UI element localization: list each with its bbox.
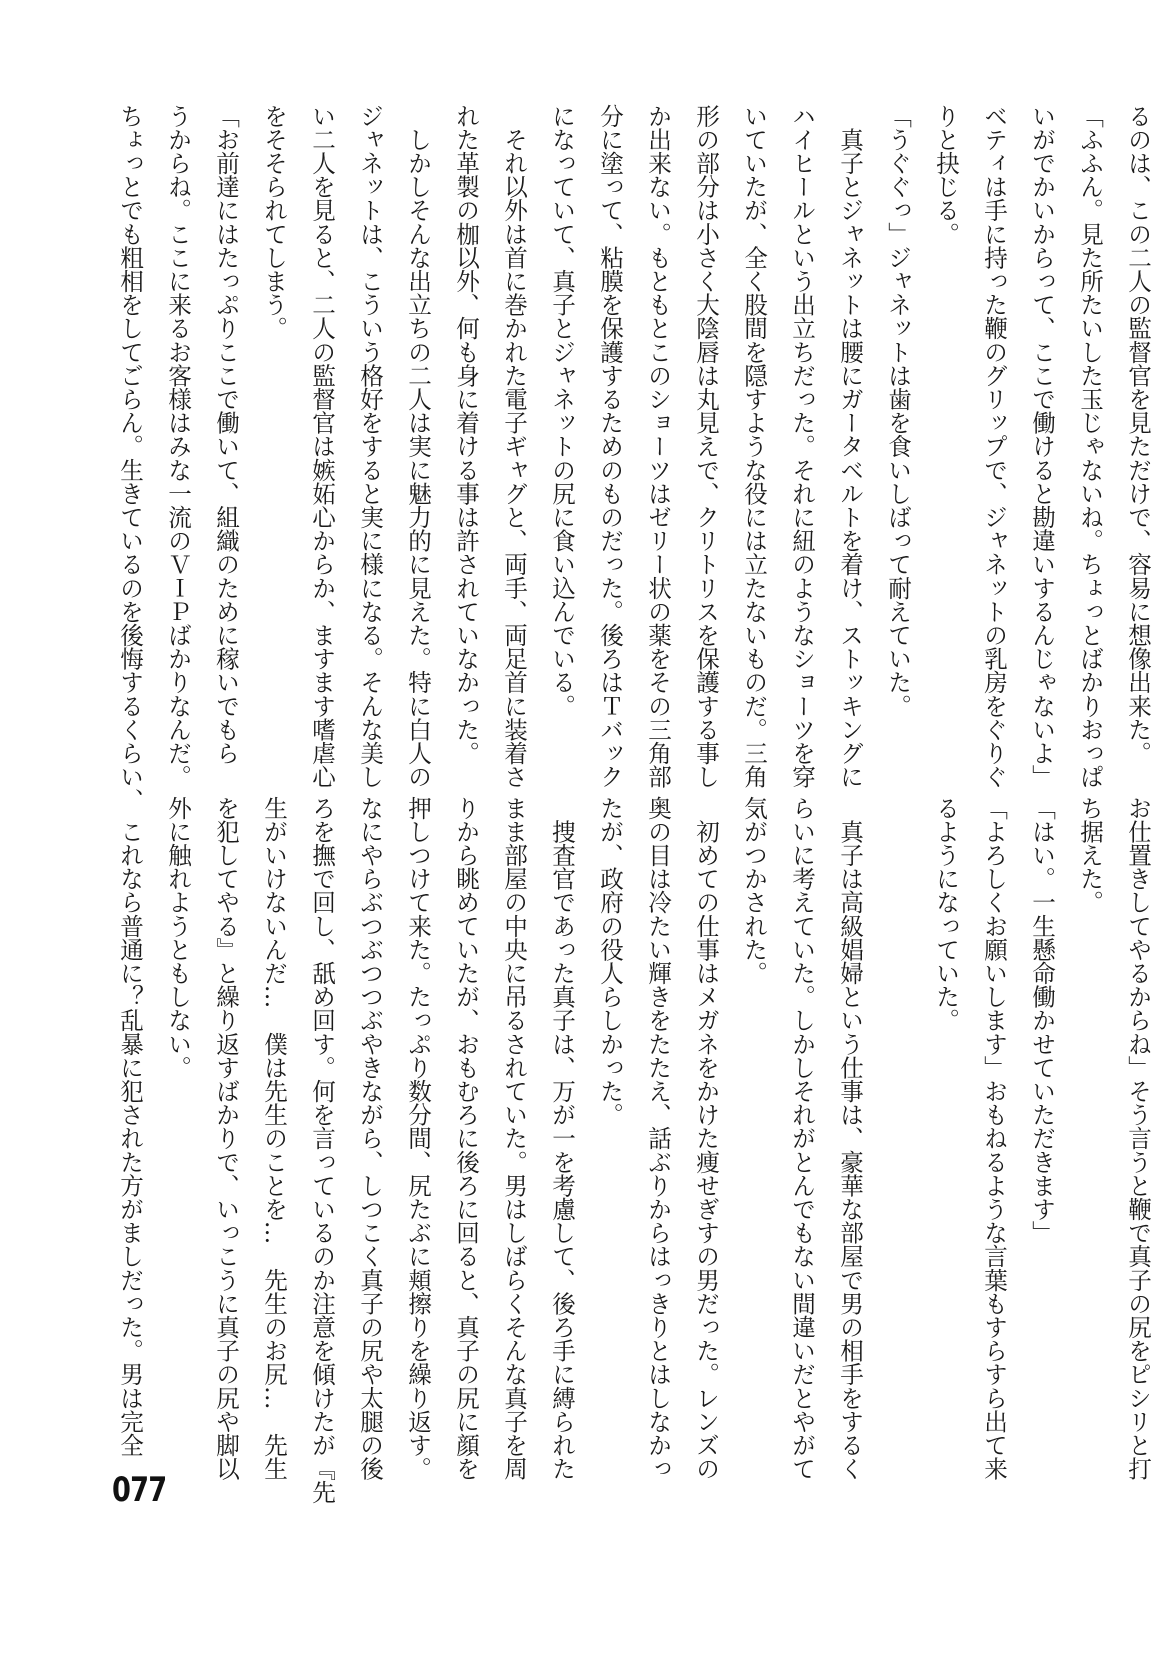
text-column: い二人を見ると、二人の監督官は嫉妬心からか、ますます嗜虐心 xyxy=(308,104,336,789)
text-column: いていたが、全く股間を隠すような役には立たないものだ。三角 xyxy=(740,104,768,789)
text-column xyxy=(874,796,922,1476)
text-column: 気がつかされた。 xyxy=(740,796,768,985)
text-column: しかしそんな出立ちの二人は実に魅力的に見えた。特に白人の xyxy=(404,104,432,789)
text-column: 「よろしくお願いします」おもねるような言葉もすらすら出て来 xyxy=(980,796,1008,1481)
text-column: 押しつけて来た。たっぷり数分間、尻たぶに頬擦りを繰り返す。 xyxy=(404,796,432,1481)
top-text-block xyxy=(106,104,1162,812)
text-column: 分に塗って、粘膜を保護するためのものだった。後ろはＴバック xyxy=(596,104,624,789)
page-number: 077 xyxy=(112,1470,167,1510)
text-column: りから眺めていたが、おもむろに後ろに回ると、真子の尻に顔を xyxy=(452,796,480,1481)
text-column: お仕置きしてやるからね」そう言うと鞭で真子の尻をピシリと打 xyxy=(1124,796,1152,1481)
text-column: たが、政府の役人らしかった。 xyxy=(596,796,624,1127)
text-column: 生がいけないんだ… 僕は先生のことを… 先生のお尻… 先生 xyxy=(260,796,288,1481)
text-column: まま部屋の中央に吊るされていた。男はしばらくそんな真子を周 xyxy=(500,796,528,1481)
text-column: ハイヒールという出立ちだった。それに紐のようなショーツを穿 xyxy=(788,104,816,789)
text-column: 「ふふん。見た所たいした玉じゃないね。ちょっとばかりおっぱ xyxy=(1076,104,1104,789)
text-column: 初めての仕事はメガネをかけた痩せぎすの男だった。レンズの xyxy=(692,796,720,1481)
text-column: らいに考えていた。しかしそれがとんでもない間違いだとやがて xyxy=(788,796,816,1481)
text-column: か出来ない。もともとこのショーツはゼリー状の薬をその三角部 xyxy=(644,104,672,789)
text-column: 外に触れようともしない。 xyxy=(164,796,192,1080)
text-column: 真子は高級娼婦という仕事は、豪華な部屋で男の相手をするく xyxy=(836,796,864,1481)
text-column: るのは、この二人の監督官を見ただけで、容易に想像出来た。 xyxy=(1124,104,1152,765)
text-column: 「うぐぐっ」ジャネットは歯を食いしばって耐えていた。 xyxy=(884,104,912,718)
text-column: 「はい。一生懸命働かせていただきます」 xyxy=(1028,796,1056,1245)
text-column: それ以外は首に巻かれた電子ギャグと、両手、両足首に装着さ xyxy=(500,104,528,789)
text-column: るようになっていた。 xyxy=(932,796,960,1032)
text-column: 真子とジャネットは腰にガータベルトを着け、ストッキングに xyxy=(836,104,864,789)
text-column: ジャネットは、こういう格好をすると実に様になる。そんな美し xyxy=(356,104,384,789)
text-column: これなら普通に？乱暴に犯された方がましだった。男は完全 xyxy=(116,796,144,1457)
text-column: 捜査官であった真子は、万が一を考慮して、後ろ手に縛られた xyxy=(548,796,576,1481)
text-column: ちょっとでも粗相をしてごらん。生きているのを後悔するくらい、 xyxy=(116,104,144,812)
text-column: 「お前達にはたっぷりここで働いて、組織のために稼いでもら xyxy=(212,104,240,765)
text-column: 奥の目は冷たい輝きをたたえ、話ぶりからはっきりとはしなかっ xyxy=(644,796,672,1481)
text-column: をそそられてしまう。 xyxy=(260,104,288,340)
text-column: になっていて、真子とジャネットの尻に食い込んでいる。 xyxy=(548,104,576,718)
text-column: いがでかいからって、ここで働けると勘違いするんじゃないよ」 xyxy=(1028,104,1056,789)
text-column: なにやらぶつぶつつぶやきながら、しつこく真子の尻や太腿の後 xyxy=(356,796,384,1481)
text-column: ろを撫で回し、舐め回す。何を言っているのか注意を傾けたが『先 xyxy=(308,796,336,1504)
text-column: りと抉じる。 xyxy=(932,104,960,246)
text-column: を犯してやる』と繰り返すばかりで、いっこうに真子の尻や脚以 xyxy=(212,796,240,1481)
text-column: れた革製の枷以外、何も身に着ける事は許されていなかった。 xyxy=(452,104,480,765)
text-column: ち据えた。 xyxy=(1076,796,1104,914)
text-column: 形の部分は小さく大陰唇は丸見えで、クリトリスを保護する事し xyxy=(692,104,720,789)
text-column: うからね。ここに来るお客様はみな一流のＶＩＰばかりなんだ。 xyxy=(164,104,192,789)
text-column: ベティは手に持った鞭のグリップで、ジャネットの乳房をぐりぐ xyxy=(980,104,1008,789)
